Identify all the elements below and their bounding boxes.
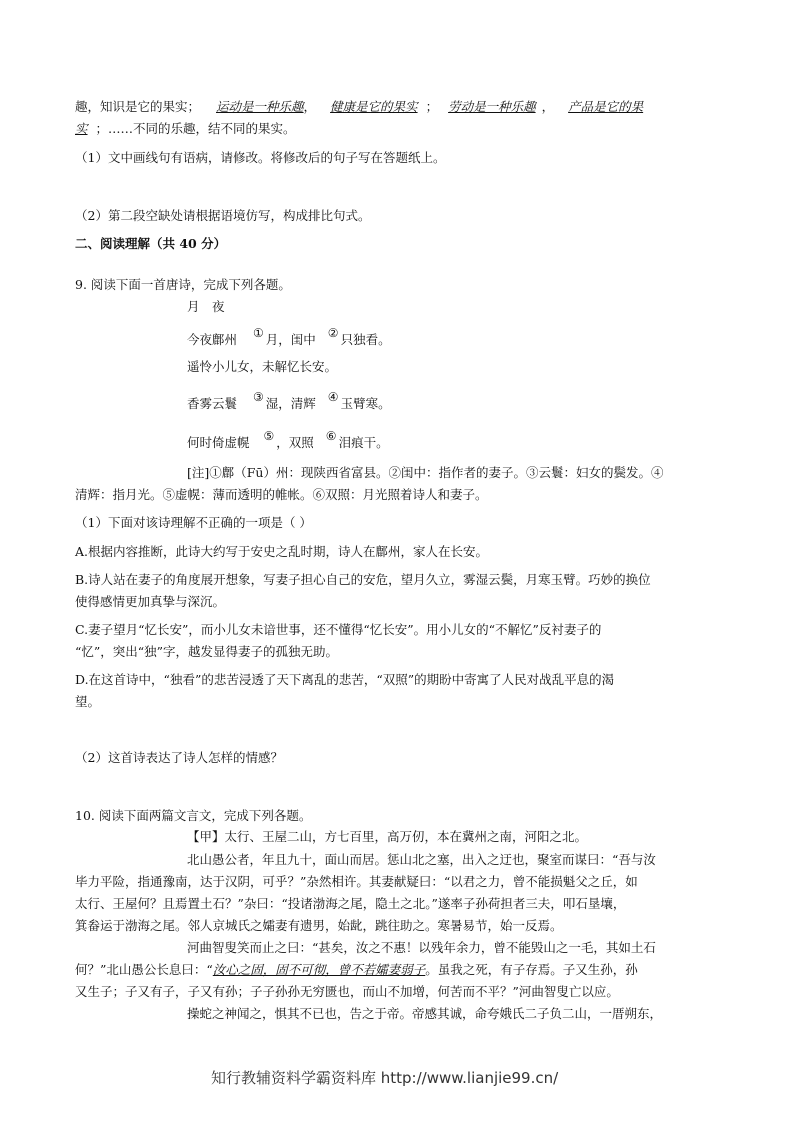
option-b-line-2: 使得感情更加真挚与深沉。	[75, 594, 226, 609]
q8-line-2	[75, 121, 296, 137]
option-b-line-1: B.诗人站在妻子的角度展开想象，写妻子担心自己的安危，望月久立，雾湿云鬓，月寒玉臂。巧妙的换位	[75, 572, 651, 587]
q8-sub-question-2: （2）第二段空缺处请根据语境仿写，构成排比句式。	[75, 208, 371, 223]
footnote-marker: ①	[253, 326, 264, 340]
option-a: A.根据内容推断，此诗大约写于安史之乱时期，诗人在鄜州，家人在长安。	[75, 544, 489, 559]
q8-text: ；……不同的乐趣，结不同的果实。	[95, 121, 296, 136]
q8-punct: ；	[425, 99, 439, 114]
poem-title: 月 夜	[187, 299, 225, 314]
passage-line-6: 河曲智叟笑而止之曰：“甚矣，汝之不惠！以残年余力，曾不能毁山之一毛，其如土石	[187, 940, 656, 955]
poem-text: ，双照	[276, 435, 314, 450]
passage-line-8: 又生子；子又有子，子又有孙；子子孙孙无穷匮也，而山不加增，何苦而不平？”河曲智叟亡以应。	[75, 984, 619, 999]
poem-text: 香雾云鬟	[187, 396, 238, 411]
passage-text: 。虽我之死，有子存焉。子又生孙，孙	[425, 962, 638, 977]
q8-punct: ，	[303, 99, 317, 114]
q9-prompt: 9. 阅读下面一首唐诗，完成下列各题。	[75, 277, 291, 292]
poem-note-1: [注]①鄜（Fū）州：现陕西省富县。②闺中：指作者的妻子。③云鬟：妇女的鬓发。④	[187, 465, 664, 480]
underlined-sentence: 汝心之固，固不可彻，曾不若孀妻弱子	[212, 962, 426, 977]
poem-line-4	[187, 429, 389, 451]
footnote-marker: ⑤	[263, 429, 275, 443]
poem-text: 湿，清辉	[265, 396, 316, 411]
underlined-sentence: 实	[75, 121, 88, 136]
footer-watermark: 知行教辅资料学霸资料库 http://www.lianjie99.cn/	[211, 1069, 559, 1087]
q8-text: 趣，知识是它的果实；	[75, 99, 201, 114]
poem-text: 玉臂寒。	[340, 396, 391, 411]
underlined-sentence: 运动是一种乐趣	[216, 99, 304, 114]
passage-line-5: 箕畚运于渤海之尾。邻人京城氏之孀妻有遗男，始龀，跳往助之。寒暑易节，始一反焉。	[75, 918, 563, 933]
option-d-line-1: D.在这首诗中，“独看”的悲苦浸透了天下离乱的悲苦，“双照”的期盼中寄寓了人民对战乱平息的渴	[75, 672, 615, 687]
passage-text: 何？”北山愚公长息曰：“	[75, 962, 213, 977]
q8-line-1	[75, 99, 643, 115]
footnote-marker: ④	[327, 390, 339, 404]
passage-line-7	[75, 962, 638, 978]
poem-text: 泪痕干。	[338, 435, 389, 450]
q9-sub-question-2: （2）这首诗表达了诗人怎样的情感？	[75, 750, 283, 765]
poem-text: 月，闺中	[265, 332, 316, 347]
passage-line-4: 太行、王屋何？且焉置土石？”杂曰：“投诸渤海之尾，隐土之北。”遂率子孙荷担者三夫，叩石垦壤，	[75, 896, 626, 911]
poem-text: 今夜鄜州	[187, 332, 238, 347]
passage-line-3: 毕力平险，指通豫南，达于汉阴，可乎？”杂然相许。其妻献疑曰：“以君之力，曾不能损魁父之丘，如	[75, 874, 638, 889]
option-c-line-1: C.妻子望月“忆长安”，而小儿女未谙世事，还不懂得“忆长安”。用小儿女的“不解忆”反衬妻子的	[75, 622, 602, 637]
q8-punct: ，	[541, 99, 555, 114]
footnote-marker: ②	[327, 326, 339, 340]
footnote-marker: ⑥	[325, 429, 337, 443]
underlined-sentence: 健康是它的果实	[330, 99, 418, 114]
underlined-sentence: 劳动是一种乐趣	[448, 99, 536, 114]
poem-text: 何时倚虚幌	[187, 435, 250, 450]
passage-line-1: 【甲】太行、王屋二山，方七百里，高万仞，本在冀州之南，河阳之北。	[187, 829, 588, 844]
poem-line-3	[187, 390, 391, 412]
option-c-line-2: “忆”，突出“独”字，越发显得妻子的孤独无助。	[75, 644, 339, 659]
passage-line-2: 北山愚公者，年且九十，面山而居。惩山北之塞，出入之迂也，聚室而谋曰：“吾与汝	[187, 852, 656, 867]
footnote-marker: ③	[253, 390, 264, 404]
q9-sub-question-1: （1）下面对该诗理解不正确的一项是（ ）	[75, 515, 312, 530]
poem-line-1	[187, 326, 391, 348]
underlined-sentence: 产品是它的果	[568, 99, 644, 114]
q10-prompt: 10. 阅读下面两篇文言文，完成下列各题。	[75, 808, 312, 823]
passage-line-9: 操蛇之神闻之，惧其不已也，告之于帝。帝感其诚，命夸娥氏二子负二山，一厝朔东，	[187, 1006, 663, 1021]
option-d-line-2: 望。	[75, 694, 101, 709]
poem-text: 只独看。	[340, 332, 391, 347]
poem-line-2: 遥怜小儿女，未解忆长安。	[187, 359, 338, 374]
poem-note-2: 清辉：指月光。⑤虚幌：薄而透明的帷帐。⑥双照：月光照着诗人和妻子。	[75, 487, 488, 502]
q8-sub-question-1: （1）文中画线句有语病，请修改。将修改后的句子写在答题纸上。	[75, 150, 446, 165]
section-title: 二、阅读理解（共 40 分）	[75, 236, 227, 251]
